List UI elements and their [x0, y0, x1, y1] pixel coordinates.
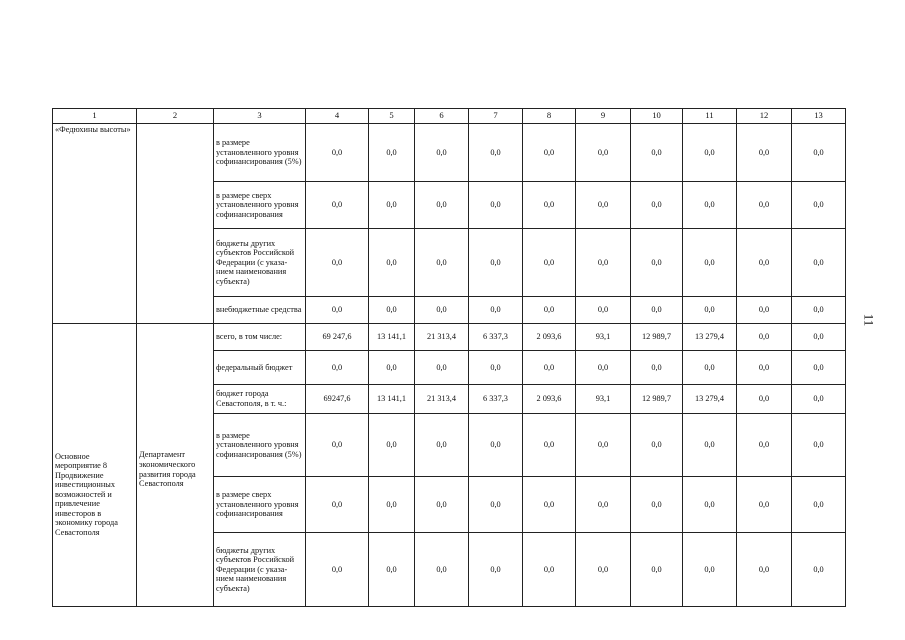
value-cell: 0,0: [306, 533, 369, 607]
value-cell: 0,0: [306, 124, 369, 182]
value-cell: 0,0: [683, 229, 737, 297]
value-cell: 0,0: [415, 351, 469, 385]
value-cell: 0,0: [737, 533, 792, 607]
value-cell: 0,0: [576, 414, 631, 477]
value-cell: 0,0: [631, 414, 683, 477]
column-number-10: 10: [631, 109, 683, 124]
value-cell: 0,0: [792, 351, 846, 385]
value-cell: 0,0: [469, 533, 523, 607]
value-cell: 0,0: [792, 533, 846, 607]
value-cell: 0,0: [415, 533, 469, 607]
value-cell: 0,0: [792, 229, 846, 297]
value-cell: 0,0: [523, 297, 576, 324]
funding-source-cell: в размере установленного уровня софинансирования (5%): [214, 414, 306, 477]
value-cell: 0,0: [576, 351, 631, 385]
value-cell: 0,0: [576, 124, 631, 182]
funding-source-cell: бюджеты других субъектов Российской Федерации (с указа-нием наименования субъекта): [214, 229, 306, 297]
value-cell: 0,0: [469, 477, 523, 533]
column-number-9: 9: [576, 109, 631, 124]
table-row: [53, 124, 846, 182]
value-cell: 0,0: [369, 477, 415, 533]
column-number-2: 2: [137, 109, 214, 124]
value-cell: 0,0: [683, 533, 737, 607]
value-cell: 0,0: [469, 351, 523, 385]
value-cell: 0,0: [523, 124, 576, 182]
value-cell: 0,0: [683, 351, 737, 385]
value-cell: 69247,6: [306, 385, 369, 414]
value-cell: 0,0: [737, 124, 792, 182]
value-cell: 0,0: [576, 477, 631, 533]
value-cell: 0,0: [792, 477, 846, 533]
column-number-8: 8: [523, 109, 576, 124]
value-cell: 2 093,6: [523, 324, 576, 351]
value-cell: 0,0: [792, 124, 846, 182]
value-cell: 0,0: [369, 297, 415, 324]
value-cell: 0,0: [737, 414, 792, 477]
value-cell: 0,0: [306, 477, 369, 533]
value-cell: 0,0: [523, 229, 576, 297]
value-cell: 0,0: [792, 385, 846, 414]
value-cell: 0,0: [683, 477, 737, 533]
value-cell: 0,0: [792, 182, 846, 229]
value-cell: 0,0: [369, 124, 415, 182]
value-cell: 0,0: [737, 229, 792, 297]
value-cell: 0,0: [576, 182, 631, 229]
value-cell: 0,0: [631, 124, 683, 182]
value-cell: 0,0: [523, 533, 576, 607]
value-cell: 0,0: [469, 124, 523, 182]
value-cell: 0,0: [792, 414, 846, 477]
column-number-5: 5: [369, 109, 415, 124]
value-cell: 12 989,7: [631, 385, 683, 414]
funding-source-cell: в размере сверх установленного уровня софинансирования: [214, 182, 306, 229]
value-cell: 0,0: [631, 229, 683, 297]
funding-source-cell: бюджет города Севастополя, в т. ч.:: [214, 385, 306, 414]
value-cell: 0,0: [631, 351, 683, 385]
value-cell: 0,0: [369, 414, 415, 477]
value-cell: 0,0: [306, 297, 369, 324]
column-number-4: 4: [306, 109, 369, 124]
value-cell: 13 141,1: [369, 385, 415, 414]
value-cell: 0,0: [737, 385, 792, 414]
page-number: 11: [861, 313, 877, 327]
funding-source-cell: федеральный бюджет: [214, 351, 306, 385]
funding-source-cell: всего, в том числе:: [214, 324, 306, 351]
value-cell: 0,0: [792, 324, 846, 351]
value-cell: 13 141,1: [369, 324, 415, 351]
value-cell: 0,0: [631, 477, 683, 533]
value-cell: 0,0: [792, 297, 846, 324]
funding-source-cell: в размере установленного уровня софинансирования (5%): [214, 124, 306, 182]
value-cell: 21 313,4: [415, 385, 469, 414]
value-cell: 0,0: [576, 229, 631, 297]
value-cell: 0,0: [415, 229, 469, 297]
value-cell: 0,0: [631, 533, 683, 607]
column-number-6: 6: [415, 109, 469, 124]
value-cell: 0,0: [469, 182, 523, 229]
value-cell: 0,0: [576, 533, 631, 607]
value-cell: 0,0: [523, 477, 576, 533]
value-cell: 12 989,7: [631, 324, 683, 351]
value-cell: 0,0: [306, 351, 369, 385]
value-cell: 0,0: [683, 124, 737, 182]
column-number-12: 12: [737, 109, 792, 124]
value-cell: 0,0: [523, 351, 576, 385]
funding-source-cell: в размере сверх установленного уровня софинансирования: [214, 477, 306, 533]
value-cell: 0,0: [469, 414, 523, 477]
value-cell: 0,0: [737, 324, 792, 351]
value-cell: 0,0: [631, 297, 683, 324]
value-cell: 13 279,4: [683, 385, 737, 414]
value-cell: 0,0: [306, 182, 369, 229]
funding-source-cell: внебюджетные средства: [214, 297, 306, 324]
value-cell: 0,0: [369, 533, 415, 607]
value-cell: 0,0: [369, 229, 415, 297]
value-cell: 0,0: [523, 414, 576, 477]
value-cell: 0,0: [415, 124, 469, 182]
value-cell: 0,0: [415, 414, 469, 477]
value-cell: 0,0: [737, 182, 792, 229]
value-cell: 0,0: [469, 297, 523, 324]
value-cell: 0,0: [576, 297, 631, 324]
value-cell: 93,1: [576, 385, 631, 414]
measure-name-cell: Основное мероприятие 8 Продвижение инвестиционных возможностей и привлечение инвесторов в экономику города Севастополя: [53, 324, 137, 607]
measure-name-cell: «Федюхины высоты»: [53, 124, 137, 324]
value-cell: 6 337,3: [469, 324, 523, 351]
value-cell: 0,0: [306, 414, 369, 477]
value-cell: 0,0: [737, 477, 792, 533]
value-cell: 93,1: [576, 324, 631, 351]
column-number-11: 11: [683, 109, 737, 124]
value-cell: 0,0: [683, 297, 737, 324]
value-cell: 0,0: [737, 351, 792, 385]
value-cell: 21 313,4: [415, 324, 469, 351]
value-cell: 0,0: [306, 229, 369, 297]
executor-cell: Департамент экономического развития города Севастополя: [137, 324, 214, 607]
budget-table: [52, 108, 846, 607]
value-cell: 0,0: [415, 297, 469, 324]
value-cell: 0,0: [683, 414, 737, 477]
value-cell: 0,0: [523, 182, 576, 229]
value-cell: 0,0: [369, 351, 415, 385]
value-cell: 0,0: [415, 182, 469, 229]
value-cell: 0,0: [369, 182, 415, 229]
executor-cell: [137, 124, 214, 324]
value-cell: 0,0: [631, 182, 683, 229]
column-number-1: 1: [53, 109, 137, 124]
column-number-13: 13: [792, 109, 846, 124]
value-cell: 6 337,3: [469, 385, 523, 414]
value-cell: 0,0: [415, 477, 469, 533]
value-cell: 0,0: [737, 297, 792, 324]
column-number-7: 7: [469, 109, 523, 124]
value-cell: 69 247,6: [306, 324, 369, 351]
value-cell: 0,0: [683, 182, 737, 229]
value-cell: 0,0: [469, 229, 523, 297]
value-cell: 13 279,4: [683, 324, 737, 351]
column-number-3: 3: [214, 109, 306, 124]
column-number-row: [53, 109, 846, 124]
value-cell: 2 093,6: [523, 385, 576, 414]
funding-source-cell: бюджеты других субъектов Российской Федерации (с указа-нием наименования субъекта): [214, 533, 306, 607]
table-row: [53, 324, 846, 351]
